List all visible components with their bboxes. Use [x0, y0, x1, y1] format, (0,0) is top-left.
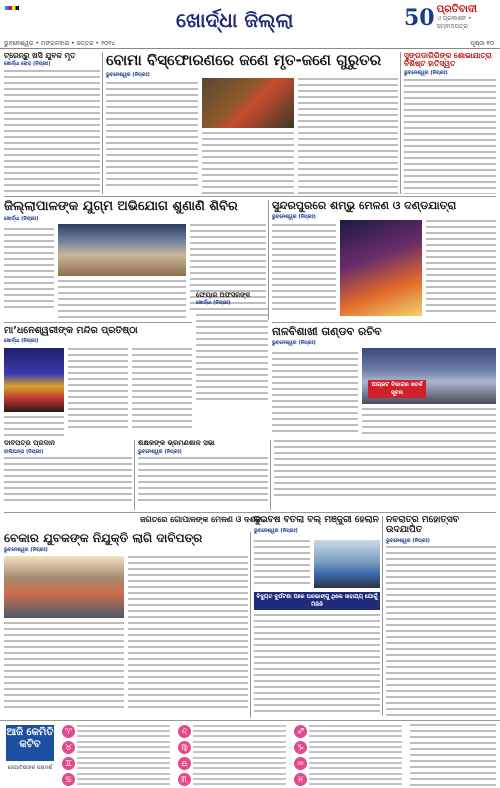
article-body-col2: [132, 348, 192, 432]
byline: ଭୁବନେଶ୍ୱର (ନିପ୍ରଃ): [272, 340, 316, 347]
date-bar: [0, 40, 500, 49]
taurus-icon: ♉: [62, 741, 75, 754]
sagittarius-icon: ♐: [294, 725, 307, 738]
byline: ଖୋର୍ଦ୍ଧା (ନିପ୍ରଃ): [196, 300, 231, 307]
weather-alert-badge: ପାଗ୍ରଟ ବିଭାଗର ସତର୍କ ସୂଚନା: [368, 380, 426, 398]
article-procession[interactable]: [404, 52, 496, 194]
article-body-col2: [362, 408, 496, 438]
leo-icon: ♌: [178, 725, 191, 738]
article-lightning-cont: [274, 440, 496, 510]
article-body-col1: [254, 540, 310, 588]
headline: ଶିକ୍ଷକଙ୍କ ଭ୍ରମଣଶାଳ ସଭା: [138, 440, 215, 447]
article-body-col2: [58, 280, 186, 320]
page-number: ପୃଷ୍ଠା ୧୦: [470, 40, 494, 47]
protest-photo: [4, 556, 124, 618]
byline: ଭୁବନେଶ୍ୱର (ନିପ୍ରଃ): [138, 448, 182, 455]
horoscope-footer-text: [410, 724, 496, 788]
section-title: ଖୋର୍ଦ୍ଧା ଜିଲ୍ଲା: [176, 8, 294, 32]
horoscope-sub: ଜ୍ୟୋତିଷୀଙ୍କ ପରାମର୍ଶ: [7, 765, 53, 771]
headline: ବେକାର ଯୁବକଙ୍କ ନିଯୁକ୍ତି ଲାଗି ଦାବିପତ୍ର: [4, 532, 203, 545]
article-teachers[interactable]: [138, 440, 268, 510]
article-body: [404, 79, 496, 195]
article-body-col0: [4, 416, 64, 438]
byline: ଭୁବନେଶ୍ୱର (ନିପ୍ରଃ): [404, 69, 448, 76]
cancer-icon: ♋: [62, 773, 75, 786]
article-bomb-blast[interactable]: [106, 52, 398, 194]
headline: ନବରାତ୍ର ମହୋତ୍ସବ ଉଦଯାପିତ: [386, 516, 459, 535]
zodiac-column-2: [178, 724, 286, 788]
bill-photo: [314, 540, 380, 588]
date-line: ଭୁବନେଶ୍ୱର • ମଙ୍ଗଳବାର • ସତ୍ତର • ୨୦୨୪: [4, 40, 116, 47]
capricorn-icon: ♑: [294, 741, 307, 754]
aquarius-icon: ♒: [294, 757, 307, 770]
headline: ଫେୟାର ଅଫିସରଙ୍କ: [196, 292, 251, 299]
article-navaratra[interactable]: [386, 516, 496, 716]
article-body: [4, 457, 132, 501]
article-body-col1: [272, 352, 358, 436]
headline: ସୁଙ୍ଗଡାଗିରିଙ୍କ ଶୋଭାଯାତ୍ରା ବିଶିଷ୍ଟ ହାତିସ୍ୱତ: [404, 52, 492, 69]
headline: ଜଗତରେ ଗୋପାଳଙ୍କ ମେଳଣ ଓ ଦର୍ଶନ: [140, 516, 261, 524]
headline: ବୋମା ବିସ୍ଫୋରଣରେ ଜଣେ ମୃତ-ଜଣେ ଗୁରୁତର: [106, 52, 382, 69]
article-sundarpur-festival[interactable]: [272, 200, 496, 320]
logo-sub: ଏ ପ୍ରକାଶନ • ସମ୍ବାଦପତ୍ର: [436, 15, 472, 30]
article-body-col2: [128, 556, 248, 712]
article-body: [138, 457, 268, 501]
horoscope-title: ଆଜି କେମିତି କଟିବ: [6, 725, 54, 761]
libra-icon: ♎: [178, 757, 191, 770]
gemini-icon: ♊: [62, 757, 75, 770]
headline: ଦୁଇବର୍ଷ ବିତିଲା ବିଲ୍ ମଞ୍ଜୁରୀ ହେଲାନି: [254, 516, 379, 525]
article-body-col2: [254, 614, 380, 716]
virgo-icon: ♍: [178, 741, 191, 754]
drums-photo: [340, 220, 422, 316]
headline: ସୁନ୍ଦରପୁରରେ ଶମ୍ଭୁ ମେଳଣ ଓ ଦଣ୍ଡଯାତ୍ରା: [272, 200, 457, 212]
article-body-col2: [202, 132, 294, 194]
byline: ଭୁବନେଶ୍ୱର (ନିପ୍ରଃ): [254, 527, 298, 534]
article-temple[interactable]: [4, 326, 192, 438]
headline: ଜିଲ୍ଲାପାଳଙ୍କ ଯୁଗ୍ମ ଅଭିଯୋଗ ଶୁଣାଣି ଶିବିର: [4, 200, 238, 214]
horoscope-strip: [0, 720, 500, 788]
byline: ବାଲିଅନ୍ତା (ନିପ୍ରଃ): [4, 448, 44, 455]
scorpio-icon: ♏: [178, 773, 191, 786]
article-body: [386, 546, 496, 716]
article-train-death[interactable]: [4, 52, 100, 194]
byline: ଖୋର୍ଦ୍ଧା (ନିପ୍ରଃ): [4, 338, 39, 345]
zodiac-column-1: [62, 724, 170, 788]
article-unemployed[interactable]: [4, 532, 248, 718]
headline: ଦାବିପତ୍ର ପ୍ରଦାନ: [4, 440, 55, 447]
color-registration-mark: [5, 6, 19, 10]
article-bill[interactable]: [254, 516, 380, 716]
article-body-col2: [426, 220, 496, 316]
article-lightning[interactable]: [272, 326, 496, 438]
article-body: [274, 440, 496, 496]
article-demand[interactable]: [4, 440, 132, 510]
headline: ଟ୍ରେନ୍‌ରୁ ଖସି ଯୁବକ ମୃତ: [4, 52, 76, 60]
aries-icon: ♈: [62, 725, 75, 738]
zodiac-column-3: [294, 724, 402, 788]
headline: ନାଳବିଶାଖୀ ତାଣ୍ଡବ ରଚିବ: [272, 326, 382, 338]
article-body-col3: [298, 78, 398, 194]
byline: ଭୁବନେଶ୍ୱର (ନିପ୍ରଃ): [106, 71, 150, 78]
temple-photo: [4, 348, 64, 412]
article-body-col1: [4, 228, 54, 312]
blast-photo: [202, 78, 294, 128]
byline: ଭୁବନେଶ୍ୱର (ନିପ୍ରଃ): [4, 547, 48, 554]
headline: ମା’ଧନେଶ୍ୱରୀଙ୍କ ମନ୍ଦିର ପ୍ରତିଷ୍ଠା: [4, 326, 138, 336]
byline: ଖୋର୍ଦ୍ଧା (ନିପ୍ରଃ): [4, 216, 39, 223]
article-body-col1: [68, 348, 128, 432]
meeting-photo: [58, 224, 186, 276]
pisces-icon: ♓: [294, 773, 307, 786]
page-header: [0, 0, 500, 40]
byline: ଖୋର୍ଦ୍ଧା ରୋଡ଼ (ନିପ୍ରଃ): [4, 61, 51, 68]
byline: ଭୁବନେଶ୍ୱର (ନିପ୍ରଃ): [272, 214, 316, 221]
byline: ଭୁବନେଶ୍ୱର (ନିପ୍ରଃ): [386, 537, 430, 544]
article-body-col1: [272, 224, 336, 314]
article-body: [4, 70, 100, 194]
article-officer[interactable]: [196, 292, 268, 402]
article-body-col1: [4, 622, 124, 712]
logo-anniversary-number: 50: [404, 4, 435, 31]
article-body-col1: [106, 82, 198, 190]
logo-name: ପ୍ରତିବାଦୀ: [436, 4, 477, 15]
subhead-banner: ବିଦ୍ୟୁତ ଦୁର୍ଘଟଣା ପରେ ଘରଭାଙ୍ଗୁ ଥିଲେ ସାହାଯ୍ୟ ଯୋଗୁଁ ମିଳିନି: [254, 592, 380, 610]
newspaper-logo[interactable]: [404, 4, 500, 31]
article-body: [196, 308, 268, 400]
